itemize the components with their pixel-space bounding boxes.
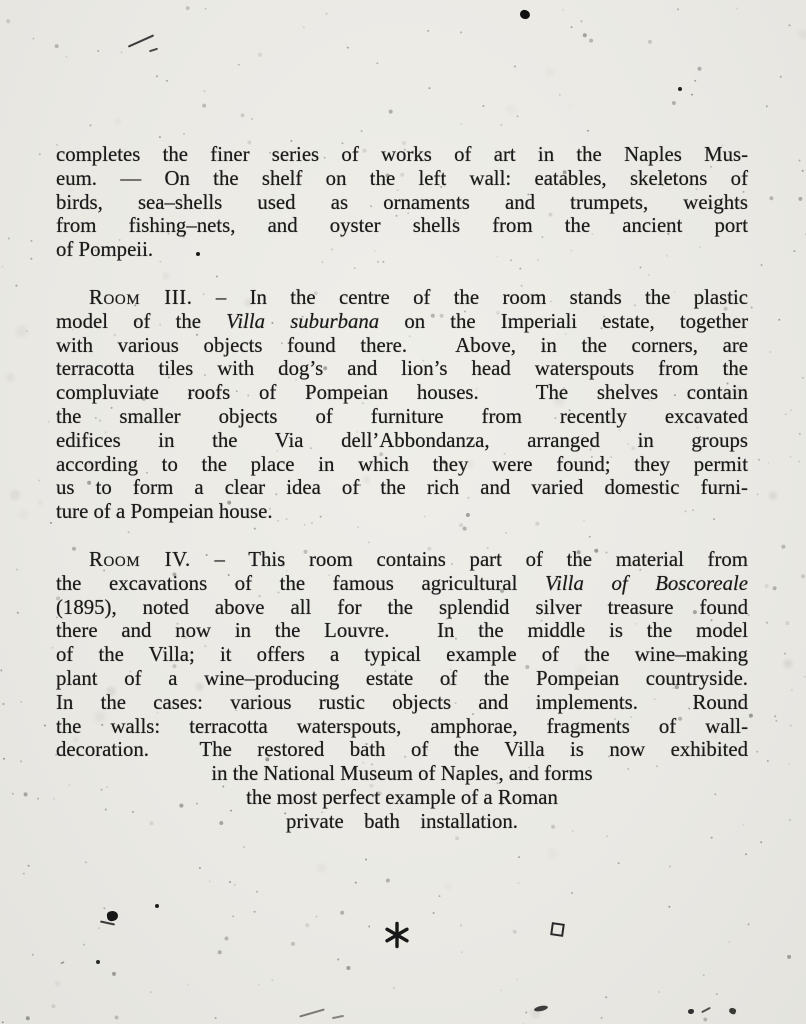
text-run: according to the place in which they were found; they permit <box>56 452 748 476</box>
ink-speck <box>155 904 159 908</box>
text-run: – In the centre of the room stands the plastic <box>192 285 749 309</box>
smallcaps-text: Room III. <box>89 285 193 309</box>
text-run: (1895), noted above all for the splendid silver treasure found <box>56 595 748 619</box>
text-line <box>56 762 748 786</box>
text-run: model of the <box>56 309 227 333</box>
paper-blotch-texture <box>0 0 2 2</box>
text-line <box>56 572 748 596</box>
text-line <box>56 238 748 262</box>
smallcaps-text: Room IV. <box>89 547 191 571</box>
asterisk-icon <box>383 921 411 949</box>
text-line <box>56 334 748 358</box>
text-line <box>56 167 748 191</box>
text-line <box>56 286 748 310</box>
paragraph <box>56 143 748 262</box>
text-run: decoration. The restored bath of the Villa is now exhibited <box>56 738 748 762</box>
text-run: – This room contains part of the material from <box>190 547 748 571</box>
text-run: the excavations of the famous agricultural <box>56 571 545 595</box>
asterisk-separator <box>383 921 411 949</box>
pen-scratch <box>149 48 158 53</box>
text-line <box>56 643 748 667</box>
text-run: the smaller objects of furniture from recently excavated <box>56 404 748 428</box>
text-run: in the National Museum of Naples, and forms <box>211 762 593 786</box>
ink-blob <box>688 1009 694 1014</box>
ink-speck <box>519 9 531 20</box>
text-run: completes the finer series of works of art in the Naples Mus- <box>56 143 748 166</box>
text-line <box>56 191 748 215</box>
text-run: In the cases: various rustic objects and implements. Round <box>56 690 748 714</box>
text-line <box>56 810 748 834</box>
text-run: the walls: terracotta waterspouts, amphorae, fragments of wall- <box>56 714 748 738</box>
ink-speck <box>678 87 682 91</box>
text-line <box>56 715 748 739</box>
text-run: eum. — On the shelf on the left wall: eatables, skeletons of <box>56 166 748 190</box>
text-line <box>56 453 748 477</box>
ink-speck <box>96 960 100 964</box>
ink-square-mark <box>550 922 565 937</box>
text-line <box>56 786 748 810</box>
text-run: edifices in the Via dell’Abbondanza, arranged in groups <box>56 428 748 452</box>
text-line <box>56 596 748 620</box>
text-line <box>56 691 748 715</box>
paper-noise-texture <box>0 0 2 2</box>
text-line <box>56 381 748 405</box>
text-block <box>56 143 748 834</box>
text-line <box>56 500 748 524</box>
pen-scratch <box>701 1007 711 1013</box>
text-run: with various objects found there. Above, in the corners, are <box>56 333 748 357</box>
text-run: ture of a Pompeian house. <box>56 500 273 524</box>
ink-blob <box>106 910 119 922</box>
text-line <box>56 548 748 572</box>
paragraph <box>56 548 748 834</box>
paragraph <box>56 286 748 524</box>
text-run: private bath installation. <box>286 809 518 833</box>
text-run: of Pompeii. <box>56 238 154 262</box>
pen-scratch <box>332 1015 344 1019</box>
text-run: on the Imperiali estate, together <box>379 309 748 333</box>
italic-text: Villa suburbana <box>226 309 380 333</box>
ink-blob <box>728 1007 737 1015</box>
text-line <box>56 619 748 643</box>
text-run: compluviate roofs of Pompeian houses. The shelves contain <box>56 381 748 405</box>
text-run: from fishing–nets, and oyster shells from the ancient port <box>56 214 748 238</box>
ink-smudge <box>100 920 115 925</box>
italic-text: Villa of Boscoreale <box>544 571 748 595</box>
ink-smudge <box>534 1005 549 1013</box>
text-run: of the Villa; it offers a typical example of the wine–making <box>56 643 748 667</box>
text-line <box>56 429 748 453</box>
pen-scratch <box>299 1008 325 1017</box>
text-run: the most perfect example of a Roman <box>246 785 558 809</box>
text-line <box>56 214 748 238</box>
text-run: terracotta tiles with dog’s and lion’s head waterspouts from the <box>56 357 748 381</box>
text-line <box>56 405 748 429</box>
text-run: us to form a clear idea of the rich and varied domestic furni- <box>56 476 748 500</box>
text-line <box>56 310 748 334</box>
text-line <box>56 143 748 167</box>
text-line <box>56 357 748 381</box>
pen-scratch <box>128 34 154 47</box>
text-line <box>56 476 748 500</box>
text-run: plant of a wine–producing estate of the Pompeian countryside. <box>56 666 748 690</box>
text-run: birds, sea–shells used as ornaments and trumpets, weights <box>56 190 748 214</box>
text-run: there and now in the Louvre. In the middle is the model <box>56 619 748 643</box>
text-line <box>56 667 748 691</box>
text-line <box>56 738 748 762</box>
